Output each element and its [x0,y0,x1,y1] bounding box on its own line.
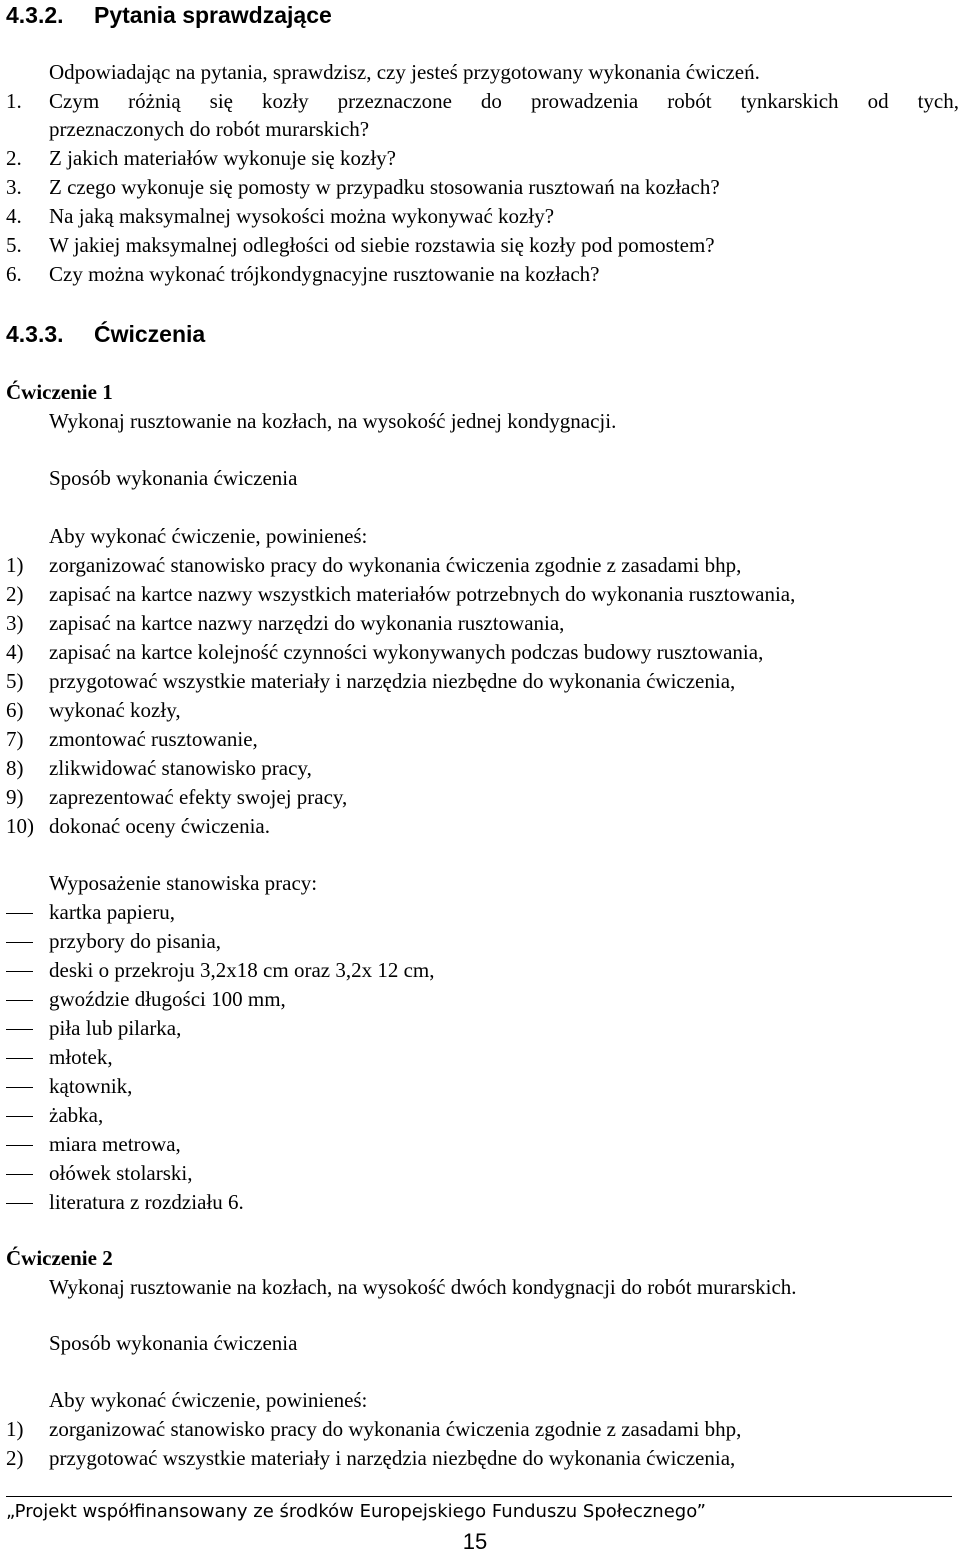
list-dash [6,1174,33,1175]
exercise-title: Ćwiczenie 2 [6,1246,113,1270]
step-text: zapisać na kartce nazwy narzędzi do wykonania rusztowania, [49,611,565,635]
question-text: Z czego wykonuje się pomosty w przypadku stosowania rusztowań na kozłach? [49,175,720,199]
question-number: 3. [6,175,22,199]
list-dash [6,1145,33,1146]
method-heading: Sposób wykonania ćwiczenia [49,1331,298,1355]
exercise-title: Ćwiczenie 1 [6,380,113,404]
steps-intro: Aby wykonać ćwiczenie, powinieneś: [49,524,368,548]
equipment-item: deski o przekroju 3,2x18 cm oraz 3,2x 12 cm, [49,958,435,982]
step-text: dokonać oceny ćwiczenia. [49,814,270,838]
page-number: 15 [462,1529,488,1554]
question-text: Z jakich materiałów wykonuje się kozły? [49,146,396,170]
exercise-task: Wykonaj rusztowanie na kozłach, na wysokość dwóch kondygnacji do robót murarskich. [49,1275,797,1299]
question-text: przeznaczonych do robót murarskich? [49,117,370,141]
equipment-heading: Wyposażenie stanowiska pracy: [49,871,318,895]
step-text: zapisać na kartce nazwy wszystkich materiałów potrzebnych do wykonania rusztowania, [49,582,796,606]
step-text: zorganizować stanowisko pracy do wykonania ćwiczenia zgodnie z zasadami bhp, [49,553,742,577]
footer-rule [6,1496,952,1497]
step-text: zorganizować stanowisko pracy do wykonania ćwiczenia zgodnie z zasadami bhp, [49,1417,742,1441]
equipment-item: młotek, [49,1045,113,1069]
question-text: Na jaką maksymalnej wysokości można wykonywać kozły? [49,204,555,228]
equipment-item: żabka, [49,1103,104,1127]
equipment-item: literatura z rozdziału 6. [49,1190,244,1214]
exercise-task: Wykonaj rusztowanie na kozłach, na wysokość jednej kondygnacji. [49,409,617,433]
steps-intro: Aby wykonać ćwiczenie, powinieneś: [49,1388,368,1412]
intro-text: Odpowiadając na pytania, sprawdzisz, czy jesteś przygotowany wykonania ćwiczeń. [49,60,760,84]
step-number: 6) [6,698,24,722]
step-text: zaprezentować efekty swojej pracy, [49,785,348,809]
question-text: Czy można wykonać trójkondygnacyjne rusztowanie na kozłach? [49,262,600,286]
question-text: W jakiej maksymalnej odległości od siebie rozstawia się kozły pod pomostem? [49,233,715,257]
section-title-433: Ćwiczenia [94,321,206,347]
step-text: zlikwidować stanowisko pracy, [49,756,312,780]
step-number: 3) [6,611,24,635]
method-heading: Sposób wykonania ćwiczenia [49,466,298,490]
footer-text: „Projekt współfinansowany ze środków Europejskiego Funduszu Społecznego” [6,1501,706,1522]
question-number: 4. [6,204,22,228]
section-title-432: Pytania sprawdzające [94,2,332,28]
list-dash [6,913,33,914]
section-number-433: 4.3.3. [6,321,64,347]
question-number: 5. [6,233,22,257]
question-number: 1. [6,89,22,113]
step-text: przygotować wszystkie materiały i narzędzia niezbędne do wykonania ćwiczenia, [49,669,736,693]
list-dash [6,1203,33,1204]
step-number: 1) [6,1417,24,1441]
step-number: 9) [6,785,24,809]
equipment-item: ołówek stolarski, [49,1161,193,1185]
step-number: 5) [6,669,24,693]
question-text: Czym różnią się kozły przeznaczone do prowadzenia robót tynkarskich od tych, [49,89,959,113]
step-number: 4) [6,640,24,664]
step-text: przygotować wszystkie materiały i narzędzia niezbędne do wykonania ćwiczenia, [49,1446,736,1470]
equipment-item: gwoździe długości 100 mm, [49,987,286,1011]
step-text: wykonać kozły, [49,698,181,722]
list-dash [6,1029,33,1030]
list-dash [6,1000,33,1001]
equipment-item: miara metrowa, [49,1132,181,1156]
step-number: 2) [6,582,24,606]
step-number: 8) [6,756,24,780]
list-dash [6,1087,33,1088]
step-number: 2) [6,1446,24,1470]
section-number-432: 4.3.2. [6,2,64,28]
equipment-item: kartka papieru, [49,900,175,924]
step-number: 10) [6,814,34,838]
step-number: 7) [6,727,24,751]
step-text: zapisać na kartce kolejność czynności wykonywanych podczas budowy rusztowania, [49,640,764,664]
list-dash [6,1116,33,1117]
question-number: 6. [6,262,22,286]
list-dash [6,942,33,943]
equipment-item: przybory do pisania, [49,929,222,953]
question-number: 2. [6,146,22,170]
step-number: 1) [6,553,24,577]
equipment-item: piła lub pilarka, [49,1016,182,1040]
list-dash [6,1058,33,1059]
equipment-item: kątownik, [49,1074,133,1098]
list-dash [6,971,33,972]
step-text: zmontować rusztowanie, [49,727,258,751]
